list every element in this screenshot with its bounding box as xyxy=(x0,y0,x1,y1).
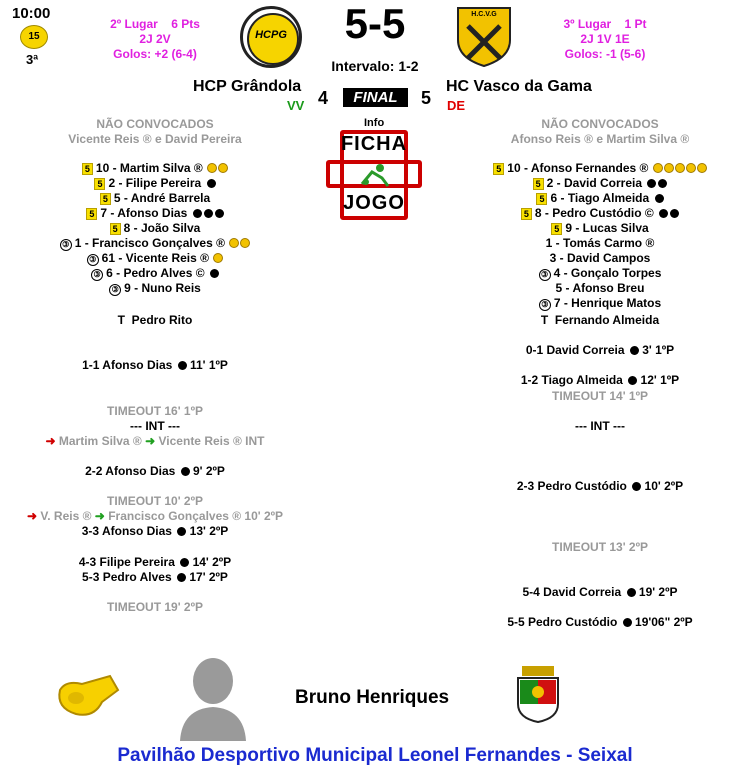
starter-badge-icon: 5 xyxy=(94,178,105,190)
home-roster xyxy=(5,161,305,296)
away-standing xyxy=(540,17,670,62)
goal-icon xyxy=(207,179,216,188)
goal-icon xyxy=(658,179,667,188)
final-score: 5-5 xyxy=(344,0,406,47)
substitute-icon: ③ xyxy=(539,269,551,281)
player-row[interactable] xyxy=(5,206,305,221)
round-label: 3ª xyxy=(26,52,39,67)
player-row[interactable] xyxy=(450,296,750,311)
player-row[interactable] xyxy=(5,266,305,281)
player-row[interactable] xyxy=(5,176,305,191)
away-team-name[interactable]: HC Vasco da Gama xyxy=(446,78,592,95)
ficha-top-label: FICHA xyxy=(340,133,408,155)
player-row[interactable] xyxy=(450,161,750,176)
event-row xyxy=(5,570,305,584)
event-row xyxy=(5,524,305,538)
home-logo-text: HCPG xyxy=(255,29,287,41)
goal-scorer: 5-5 Pedro Custódio xyxy=(507,615,618,629)
player-row[interactable] xyxy=(5,251,305,266)
event-row xyxy=(5,358,305,372)
event-row xyxy=(450,540,750,554)
player-name: 61 - Vicente Reis ® xyxy=(101,251,209,265)
player-name: 5 - Afonso Breu xyxy=(555,281,645,295)
sub-out-icon: ➜ xyxy=(26,509,38,523)
sub-in-player: Vicente Reis ® INT xyxy=(158,434,265,448)
away-coach-name: Fernando Almeida xyxy=(554,313,660,327)
yellow-card-icon xyxy=(697,163,707,173)
yellow-card-icon xyxy=(664,163,674,173)
goal-icon xyxy=(204,209,213,218)
away-coach xyxy=(450,313,750,327)
player-row[interactable] xyxy=(450,206,750,221)
player-name: 8 - Pedro Custódio © xyxy=(534,206,654,220)
goal-scorer: 5-4 David Correia xyxy=(522,585,622,599)
goal-icon xyxy=(177,573,186,582)
player-name: 2 - Filipe Pereira xyxy=(108,176,202,190)
starter-badge-icon: 5 xyxy=(86,208,97,220)
info-label: Info xyxy=(364,117,385,129)
event-row xyxy=(450,343,750,357)
player-row[interactable] xyxy=(5,161,305,176)
player-row[interactable] xyxy=(5,281,305,296)
away-record: 2J 1V 1E xyxy=(580,32,630,46)
coach-symbol-icon: T xyxy=(117,313,125,327)
event-row xyxy=(450,373,750,387)
yellow-card-icon xyxy=(686,163,696,173)
player-name: 9 - Lucas Silva xyxy=(565,221,649,235)
goal-time: 3' 1ºP xyxy=(642,343,675,357)
away-score: 5 xyxy=(421,88,432,108)
starter-badge-icon: 5 xyxy=(110,223,121,235)
match-sheet-button[interactable] xyxy=(326,130,422,220)
goal-icon xyxy=(180,558,189,567)
starter-badge-icon: 5 xyxy=(551,223,562,235)
yellow-card-icon xyxy=(240,238,250,248)
timeout-label: TIMEOUT 13' 2ºP xyxy=(552,540,648,554)
sub-out-player: Martim Silva ® xyxy=(58,434,142,448)
away-not-called-list: Afonso Reis ® e Martim Silva ® xyxy=(510,132,690,146)
player-name: 3 - David Campos xyxy=(549,251,651,265)
goal-icon xyxy=(177,527,186,536)
player-name: 7 - Henrique Matos xyxy=(553,296,662,310)
away-team-logo xyxy=(456,6,512,68)
home-position: 2º Lugar xyxy=(110,17,158,31)
away-not-called xyxy=(490,117,710,147)
goal-scorer: 5-3 Pedro Alves xyxy=(82,570,172,584)
event-row xyxy=(450,615,750,629)
away-form: DE xyxy=(447,98,466,113)
goal-time: 19'06" 2ºP xyxy=(635,615,693,629)
away-points: 1 Pt xyxy=(624,17,647,31)
player-name: 2 - David Correia xyxy=(546,176,643,190)
sub-out-player: V. Reis ® xyxy=(40,509,92,523)
player-row[interactable] xyxy=(450,221,750,236)
starter-badge-icon: 5 xyxy=(536,193,547,205)
goal-scorer: 0-1 David Correia xyxy=(525,343,625,357)
substitute-icon: ③ xyxy=(539,299,551,311)
player-row[interactable] xyxy=(450,281,750,296)
player-row[interactable] xyxy=(450,251,750,266)
home-standing xyxy=(90,17,220,62)
goal-icon xyxy=(210,269,219,278)
whistle-icon xyxy=(52,668,122,720)
starter-badge-icon: 5 xyxy=(521,208,532,220)
home-score: 4 xyxy=(318,88,329,108)
match-status-badge: FINAL xyxy=(343,88,408,107)
goal-time: 12' 1ºP xyxy=(640,373,680,387)
goal-icon xyxy=(178,361,187,370)
home-points: 6 Pts xyxy=(171,17,200,31)
event-row xyxy=(450,479,750,493)
home-record: 2J 2V xyxy=(139,32,171,46)
event-row xyxy=(5,509,305,523)
starter-badge-icon: 5 xyxy=(493,163,504,175)
match-time: 10:00 xyxy=(12,5,51,22)
goal-icon xyxy=(627,588,636,597)
player-name: 6 - Tiago Almeida xyxy=(550,191,650,205)
goal-icon xyxy=(670,209,679,218)
event-row xyxy=(5,555,305,569)
goal-icon xyxy=(632,482,641,491)
home-not-called xyxy=(50,117,260,147)
home-not-called-list: Vicente Reis ® e David Pereira xyxy=(68,132,242,146)
referee-name: Bruno Henriques xyxy=(295,687,450,708)
goal-scorer: 3-3 Afonso Dias xyxy=(81,524,172,538)
player-name: 8 - João Silva xyxy=(123,221,201,235)
yellow-card-icon xyxy=(675,163,685,173)
goal-icon xyxy=(193,209,202,218)
player-row[interactable] xyxy=(450,176,750,191)
away-goals: Golos: -1 (5-6) xyxy=(564,47,646,61)
event-row xyxy=(5,464,305,478)
sub-out-icon: ➜ xyxy=(45,434,56,448)
player-name: 9 - Nuno Reis xyxy=(124,281,201,295)
season-badge-icon xyxy=(20,25,48,49)
event-row xyxy=(450,419,750,433)
starter-badge-icon: 5 xyxy=(533,178,544,190)
timeout-label: TIMEOUT 10' 2ºP xyxy=(107,494,203,508)
timeout-label: TIMEOUT 16' 1ºP xyxy=(107,404,203,418)
away-not-called-title: NÃO CONVOCADOS xyxy=(541,117,659,131)
goal-icon xyxy=(623,618,632,627)
goal-time: 17' 2ºP xyxy=(189,570,228,584)
goal-scorer: 2-3 Pedro Custódio xyxy=(516,479,627,493)
venue-name: Pavilhão Desportivo Municipal Leonel Fernandes - Seixal xyxy=(117,745,633,766)
home-coach xyxy=(5,313,305,327)
home-goals: Golos: +2 (6-4) xyxy=(113,47,197,61)
player-name: 1 - Francisco Gonçalves ® xyxy=(74,236,225,250)
home-team-logo xyxy=(240,6,302,68)
player-row[interactable] xyxy=(450,191,750,206)
event-row xyxy=(5,494,305,508)
player-row[interactable] xyxy=(450,236,750,251)
goal-time: 19' 2ºP xyxy=(638,585,678,599)
player-name: 4 - Gonçalo Torpes xyxy=(553,266,662,280)
event-row xyxy=(5,404,305,418)
interval-label: --- INT --- xyxy=(130,419,180,433)
starter-badge-icon: 5 xyxy=(100,193,111,205)
goal-time: 9' 2ºP xyxy=(193,464,225,478)
goal-time: 11' 1ºP xyxy=(190,358,228,372)
goal-scorer: 1-1 Afonso Dias xyxy=(82,358,173,372)
goal-scorer: 2-2 Afonso Dias xyxy=(85,464,176,478)
player-name: 10 - Afonso Fernandes ® xyxy=(507,161,649,175)
player-row[interactable] xyxy=(5,221,305,236)
timeout-label: TIMEOUT 19' 2ºP xyxy=(107,600,203,614)
starter-badge-icon: 5 xyxy=(82,163,93,175)
sub-in-player: Francisco Gonçalves ® 10' 2ºP xyxy=(108,509,284,523)
player-name: 1 - Tomás Carmo ® xyxy=(545,236,655,250)
substitute-icon: ③ xyxy=(91,269,103,281)
event-row xyxy=(5,419,305,433)
season-badge-label: 15 xyxy=(28,31,40,42)
player-row[interactable] xyxy=(450,266,750,281)
yellow-card-icon xyxy=(653,163,663,173)
timeout-label: TIMEOUT 14' 1ºP xyxy=(552,389,648,403)
player-name: 5 - André Barrela xyxy=(113,191,211,205)
event-row xyxy=(5,600,305,614)
interval-label: --- INT --- xyxy=(575,419,625,433)
away-logo-text: H.C.V.G xyxy=(471,11,497,18)
goal-icon xyxy=(215,209,224,218)
ficha-bottom-label: JOGO xyxy=(343,192,405,214)
away-position: 3º Lugar xyxy=(563,17,612,31)
player-name: 10 - Martim Silva ® xyxy=(95,161,203,175)
yellow-card-icon xyxy=(213,253,223,263)
coach-symbol-icon: T xyxy=(540,313,549,327)
goal-time: 10' 2ºP xyxy=(644,479,684,493)
home-not-called-title: NÃO CONVOCADOS xyxy=(96,117,214,131)
home-form: VV xyxy=(287,98,305,113)
substitute-icon: ③ xyxy=(109,284,121,296)
player-name: 7 - Afonso Dias xyxy=(100,206,188,220)
goal-icon xyxy=(659,209,668,218)
goal-scorer: 1-2 Tiago Almeida xyxy=(520,373,623,387)
sub-in-icon: ➜ xyxy=(94,509,105,523)
home-coach-name: Pedro Rito xyxy=(131,313,193,327)
referee-avatar xyxy=(180,657,246,741)
association-crest-icon xyxy=(514,664,562,724)
goal-time: 13' 2ºP xyxy=(189,524,229,538)
halftime-score: Intervalo: 1-2 xyxy=(331,58,419,74)
goal-icon xyxy=(655,194,664,203)
yellow-card-icon xyxy=(207,163,217,173)
player-row[interactable] xyxy=(5,191,305,206)
sub-in-icon: ➜ xyxy=(145,434,156,448)
event-row xyxy=(5,434,305,448)
away-roster xyxy=(450,161,750,311)
substitute-icon: ③ xyxy=(87,254,99,266)
player-row[interactable] xyxy=(5,236,305,251)
player-figure-icon xyxy=(356,162,392,188)
goal-time: 14' 2ºP xyxy=(192,555,232,569)
event-row xyxy=(450,389,750,403)
home-team-name[interactable]: HCP Grândola xyxy=(193,78,302,95)
yellow-card-icon xyxy=(218,163,228,173)
yellow-card-icon xyxy=(229,238,239,248)
goal-icon xyxy=(647,179,656,188)
goal-icon xyxy=(628,376,637,385)
goal-icon xyxy=(181,467,190,476)
player-name: 6 - Pedro Alves © xyxy=(106,266,205,280)
event-row xyxy=(450,585,750,599)
substitute-icon: ③ xyxy=(60,239,72,251)
goal-icon xyxy=(630,346,639,355)
goal-scorer: 4-3 Filipe Pereira xyxy=(78,555,175,569)
